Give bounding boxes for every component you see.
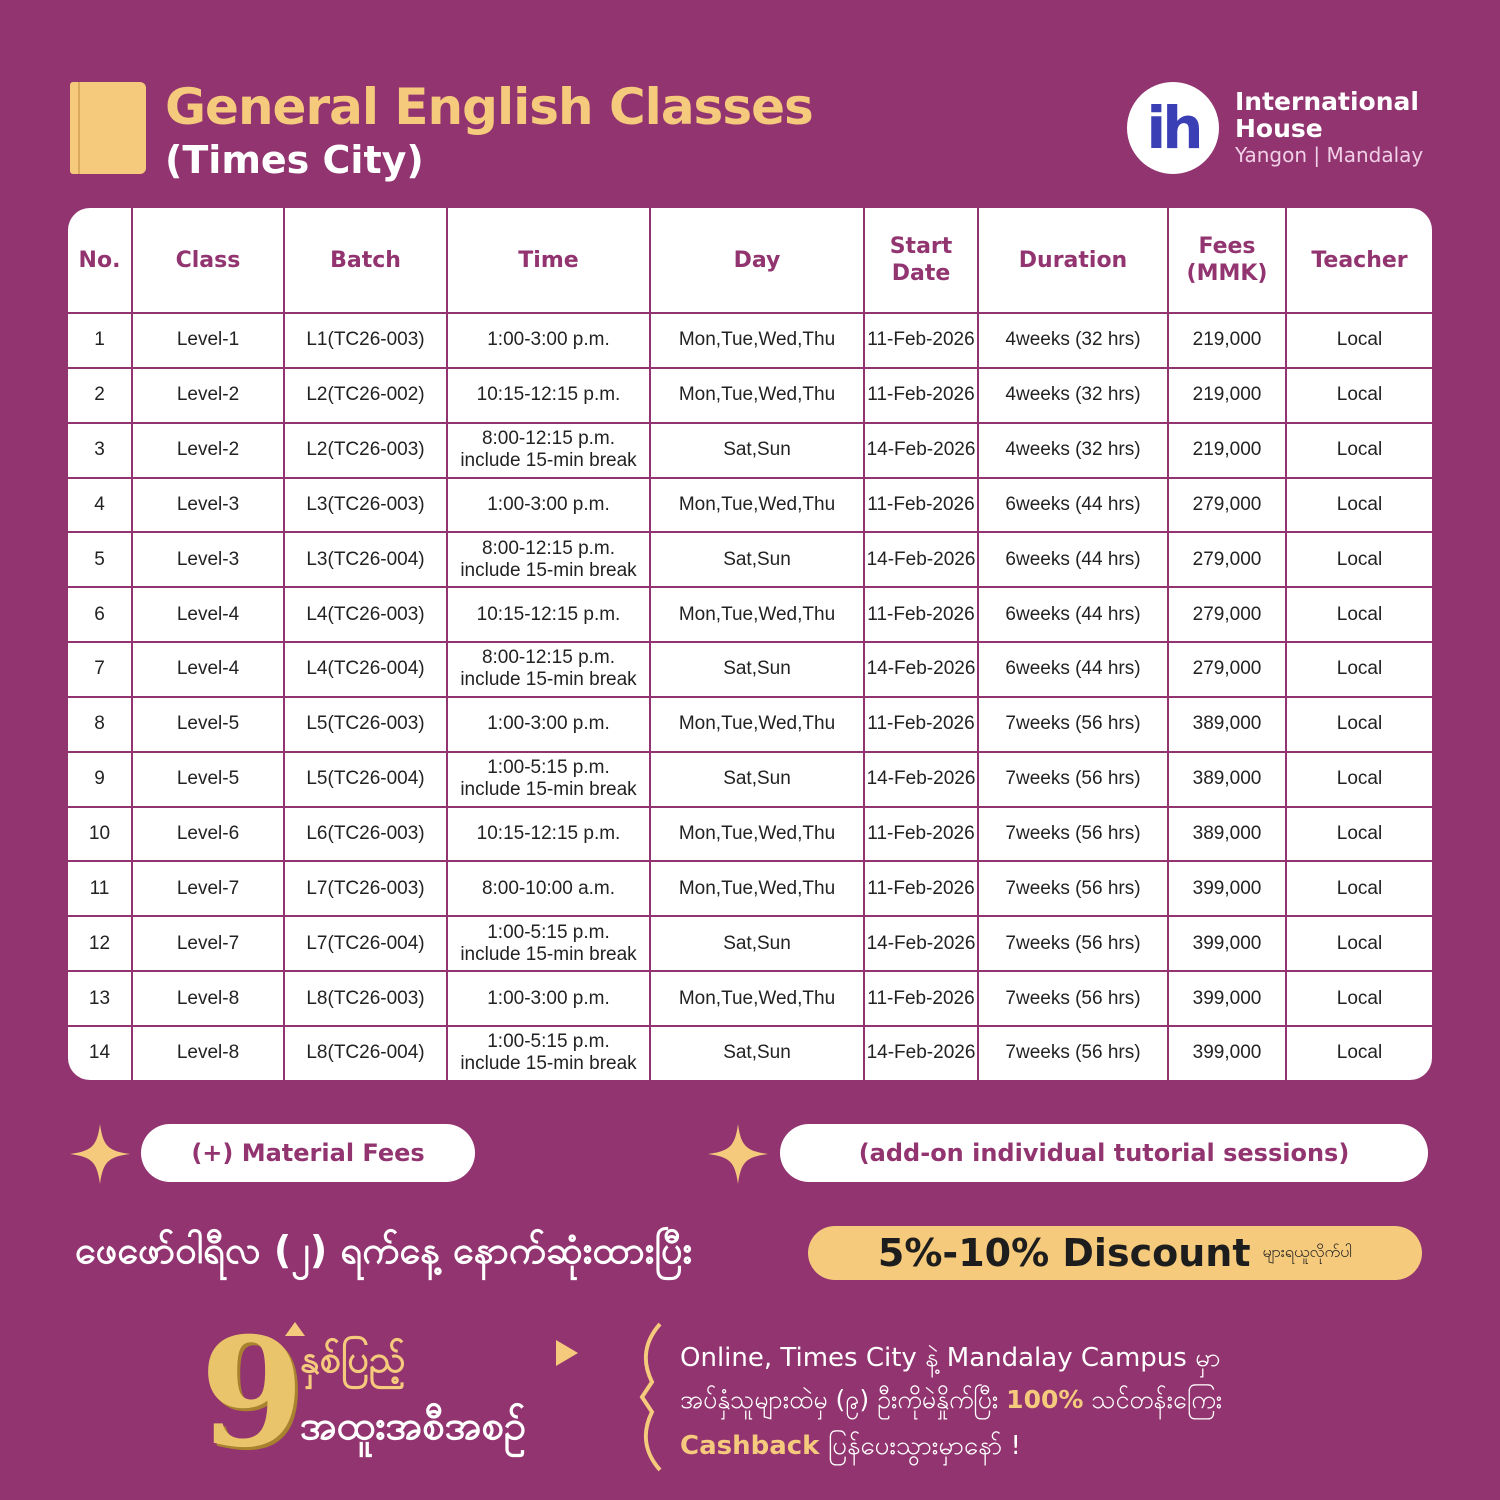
cell-time: 10:15-12:15 p.m. [447, 368, 650, 423]
cell-time [447, 752, 650, 807]
info-line1: Online, Times City နဲ့ Mandalay Campus မှာ [680, 1343, 1221, 1373]
cell-start: 14-Feb-2026 [864, 752, 978, 807]
cell-teacher: Local [1286, 587, 1432, 642]
anniversary-number: 9 [200, 1305, 305, 1481]
cell-start: 11-Feb-2026 [864, 313, 978, 368]
cell-batch: L8(TC26-004) [284, 1026, 447, 1080]
cell-time-main: 8:00-12:15 p.m. [481, 428, 616, 450]
cell-start: 14-Feb-2026 [864, 423, 978, 478]
cell-time-main: 1:00-5:15 p.m. [487, 1031, 610, 1053]
cell-teacher: Local [1286, 697, 1432, 752]
cell-no: 11 [68, 861, 132, 916]
header-start-date [864, 208, 978, 313]
cell-time-note: include 15-min break [460, 779, 637, 801]
header-class: Class [132, 208, 284, 313]
cell-fees: 389,000 [1168, 752, 1286, 807]
cell-class: Level-2 [132, 368, 284, 423]
cell-duration: 4weeks (32 hrs) [978, 423, 1168, 478]
cell-teacher: Local [1286, 313, 1432, 368]
cell-day: Sat,Sun [650, 752, 864, 807]
cell-start: 14-Feb-2026 [864, 916, 978, 971]
cell-day: Sat,Sun [650, 532, 864, 587]
cell-time [447, 1026, 650, 1080]
cell-time: 8:00-10:00 a.m. [447, 861, 650, 916]
cell-time: 1:00-3:00 p.m. [447, 697, 650, 752]
cell-duration: 4weeks (32 hrs) [978, 313, 1168, 368]
cell-start: 14-Feb-2026 [864, 532, 978, 587]
cell-start: 11-Feb-2026 [864, 971, 978, 1026]
table-row [68, 752, 1432, 807]
cell-day: Mon,Tue,Wed,Thu [650, 478, 864, 533]
cell-teacher: Local [1286, 532, 1432, 587]
tutorial-note: (add-on individual tutorial sessions) [780, 1124, 1428, 1182]
cell-day: Mon,Tue,Wed,Thu [650, 313, 864, 368]
book-icon [70, 82, 146, 174]
cell-no: 14 [68, 1026, 132, 1080]
logo-name [1235, 88, 1419, 142]
cell-start: 14-Feb-2026 [864, 642, 978, 697]
cell-fees: 399,000 [1168, 971, 1286, 1026]
cell-start: 11-Feb-2026 [864, 861, 978, 916]
cell-class: Level-5 [132, 697, 284, 752]
cell-no: 9 [68, 752, 132, 807]
discount-label: 5%-10% Discount [877, 1231, 1251, 1275]
info-line3-a: Cashback [680, 1431, 820, 1461]
ih-logo: ih [1127, 82, 1219, 174]
table-row [68, 971, 1432, 1026]
cell-batch: L8(TC26-003) [284, 971, 447, 1026]
cell-start: 14-Feb-2026 [864, 1026, 978, 1080]
anniversary-line2: အထူးအစီအစဉ် [300, 1403, 527, 1449]
cell-time [447, 916, 650, 971]
cell-batch: L5(TC26-004) [284, 752, 447, 807]
cell-batch: L5(TC26-003) [284, 697, 447, 752]
triangle-decoration-icon [556, 1340, 578, 1366]
cell-no: 10 [68, 807, 132, 862]
cell-start: 11-Feb-2026 [864, 368, 978, 423]
cell-class: Level-5 [132, 752, 284, 807]
cell-day: Mon,Tue,Wed,Thu [650, 807, 864, 862]
cell-batch: L3(TC26-003) [284, 478, 447, 533]
cell-duration: 7weeks (56 hrs) [978, 971, 1168, 1026]
cell-start: 11-Feb-2026 [864, 807, 978, 862]
cell-no: 5 [68, 532, 132, 587]
cell-duration: 7weeks (56 hrs) [978, 861, 1168, 916]
cell-time-main: 1:00-5:15 p.m. [487, 921, 610, 943]
cell-batch: L4(TC26-003) [284, 587, 447, 642]
cell-batch: L4(TC26-004) [284, 642, 447, 697]
cell-duration: 7weeks (56 hrs) [978, 807, 1168, 862]
cell-time: 1:00-3:00 p.m. [447, 313, 650, 368]
info-line2-b: 100% [1006, 1385, 1084, 1414]
logo-line2: House [1235, 114, 1323, 143]
cell-fees: 389,000 [1168, 697, 1286, 752]
cell-time: 10:15-12:15 p.m. [447, 807, 650, 862]
info-line3 [680, 1428, 1021, 1467]
cell-teacher: Local [1286, 478, 1432, 533]
table-row [68, 861, 1432, 916]
cell-day: Mon,Tue,Wed,Thu [650, 587, 864, 642]
info-line2-c: သင်တန်းကြေး [1091, 1385, 1223, 1414]
info-line2 [680, 1384, 1222, 1421]
cell-day: Mon,Tue,Wed,Thu [650, 368, 864, 423]
cell-class: Level-6 [132, 807, 284, 862]
cell-time-note: include 15-min break [460, 559, 637, 581]
table-row [68, 807, 1432, 862]
cell-class: Level-4 [132, 642, 284, 697]
cell-day: Sat,Sun [650, 916, 864, 971]
cell-day: Mon,Tue,Wed,Thu [650, 861, 864, 916]
cell-duration: 7weeks (56 hrs) [978, 752, 1168, 807]
cell-time-note: include 15-min break [460, 1053, 637, 1075]
table-row [68, 368, 1432, 423]
cell-duration: 6weeks (44 hrs) [978, 478, 1168, 533]
cell-time-note: include 15-min break [460, 943, 637, 965]
cell-batch: L2(TC26-002) [284, 368, 447, 423]
cell-no: 12 [68, 916, 132, 971]
cell-fees: 219,000 [1168, 313, 1286, 368]
table-row [68, 916, 1432, 971]
cell-time-main: 1:00-5:15 p.m. [487, 757, 610, 779]
cell-time [447, 642, 650, 697]
cell-class: Level-1 [132, 313, 284, 368]
header-duration: Duration [978, 208, 1168, 313]
info-line3-b: ပြန်ပေးသွားမှာနော် ! [827, 1431, 1021, 1461]
schedule-table [68, 208, 1432, 1080]
cell-no: 2 [68, 368, 132, 423]
cell-teacher: Local [1286, 861, 1432, 916]
cell-teacher: Local [1286, 971, 1432, 1026]
cell-batch: L1(TC26-003) [284, 313, 447, 368]
header-time: Time [447, 208, 650, 313]
cell-day: Mon,Tue,Wed,Thu [650, 697, 864, 752]
cell-fees: 219,000 [1168, 423, 1286, 478]
cell-teacher: Local [1286, 423, 1432, 478]
cell-day: Mon,Tue,Wed,Thu [650, 971, 864, 1026]
cell-time-note: include 15-min break [460, 450, 637, 472]
sparkle-icon [708, 1124, 768, 1184]
table-row [68, 587, 1432, 642]
sparkle-icon [70, 1124, 130, 1184]
header-start-date-2: Date [891, 261, 951, 286]
cell-time-note: include 15-min break [460, 669, 637, 691]
cell-no: 6 [68, 587, 132, 642]
cell-teacher: Local [1286, 807, 1432, 862]
cell-no: 13 [68, 971, 132, 1026]
cell-batch: L6(TC26-003) [284, 807, 447, 862]
cell-duration: 6weeks (44 hrs) [978, 587, 1168, 642]
cell-class: Level-7 [132, 916, 284, 971]
cell-class: Level-8 [132, 971, 284, 1026]
header-teacher: Teacher [1286, 208, 1432, 313]
cell-duration: 6weeks (44 hrs) [978, 532, 1168, 587]
cell-day: Sat,Sun [650, 423, 864, 478]
cell-duration: 4weeks (32 hrs) [978, 368, 1168, 423]
cell-class: Level-3 [132, 532, 284, 587]
cell-no: 8 [68, 697, 132, 752]
cell-teacher: Local [1286, 368, 1432, 423]
cell-fees: 279,000 [1168, 478, 1286, 533]
cell-time [447, 532, 650, 587]
table-row [68, 642, 1432, 697]
cell-fees: 279,000 [1168, 532, 1286, 587]
info-line2-a: အပ်နှံသူများထဲမှ (၉) ဦးကိုမဲနှိုက်ပြီး [680, 1385, 999, 1414]
material-fees-note: (+) Material Fees [141, 1124, 475, 1182]
header-start-date-1: Start [889, 234, 953, 259]
cell-fees: 399,000 [1168, 1026, 1286, 1080]
cell-duration: 7weeks (56 hrs) [978, 916, 1168, 971]
cell-batch: L7(TC26-004) [284, 916, 447, 971]
cell-duration: 6weeks (44 hrs) [978, 642, 1168, 697]
cell-start: 11-Feb-2026 [864, 697, 978, 752]
cell-fees: 279,000 [1168, 642, 1286, 697]
cell-no: 7 [68, 642, 132, 697]
cell-teacher: Local [1286, 642, 1432, 697]
header-fees-1: Fees [1198, 234, 1256, 259]
cell-day: Sat,Sun [650, 1026, 864, 1080]
header-fees-2: (MMK) [1186, 261, 1268, 286]
cell-class: Level-4 [132, 587, 284, 642]
header-no: No. [68, 208, 132, 313]
page-title: General English Classes [165, 78, 813, 136]
cell-time-main: 8:00-12:15 p.m. [481, 647, 616, 669]
cell-time: 1:00-3:00 p.m. [447, 478, 650, 533]
header-fees [1168, 208, 1286, 313]
page-subtitle: (Times City) [165, 138, 424, 182]
table-row [68, 313, 1432, 368]
cell-duration: 7weeks (56 hrs) [978, 1026, 1168, 1080]
cell-time-main: 8:00-12:15 p.m. [481, 537, 616, 559]
cell-time: 1:00-3:00 p.m. [447, 971, 650, 1026]
logo-locations: Yangon | Mandalay [1235, 143, 1424, 167]
cell-fees: 399,000 [1168, 861, 1286, 916]
cell-duration: 7weeks (56 hrs) [978, 697, 1168, 752]
cell-fees: 399,000 [1168, 916, 1286, 971]
discount-badge [808, 1226, 1422, 1280]
cell-batch: L2(TC26-003) [284, 423, 447, 478]
table-row [68, 478, 1432, 533]
cell-day: Sat,Sun [650, 642, 864, 697]
header-batch: Batch [284, 208, 447, 313]
cell-batch: L3(TC26-004) [284, 532, 447, 587]
table-row [68, 1026, 1432, 1080]
cell-no: 3 [68, 423, 132, 478]
cell-time: 10:15-12:15 p.m. [447, 587, 650, 642]
cell-batch: L7(TC26-003) [284, 861, 447, 916]
cell-start: 11-Feb-2026 [864, 587, 978, 642]
anniversary-line1: နှစ်ပြည့် [300, 1337, 406, 1381]
bracket-decoration-icon [636, 1322, 666, 1472]
cell-class: Level-8 [132, 1026, 284, 1080]
table-row [68, 532, 1432, 587]
table-row [68, 697, 1432, 752]
header-day: Day [650, 208, 864, 313]
cell-start: 11-Feb-2026 [864, 478, 978, 533]
cell-teacher: Local [1286, 752, 1432, 807]
cell-fees: 279,000 [1168, 587, 1286, 642]
logo-line1: International [1235, 87, 1419, 116]
cell-no: 1 [68, 313, 132, 368]
cell-teacher: Local [1286, 1026, 1432, 1080]
table-row [68, 423, 1432, 478]
table-header-row [68, 208, 1432, 313]
promo-deadline-text: ဖေဖော်ဝါရီလ (၂) ရက်နေ့ နောက်ဆုံးထားပြီး [75, 1228, 693, 1272]
cell-no: 4 [68, 478, 132, 533]
cell-class: Level-7 [132, 861, 284, 916]
cell-time [447, 423, 650, 478]
triangle-decoration-icon [285, 1322, 305, 1336]
discount-suffix: များရယူလိုက်ပါ [1262, 1242, 1353, 1261]
cell-teacher: Local [1286, 916, 1432, 971]
cell-class: Level-3 [132, 478, 284, 533]
cell-fees: 219,000 [1168, 368, 1286, 423]
cell-fees: 389,000 [1168, 807, 1286, 862]
cell-class: Level-2 [132, 423, 284, 478]
